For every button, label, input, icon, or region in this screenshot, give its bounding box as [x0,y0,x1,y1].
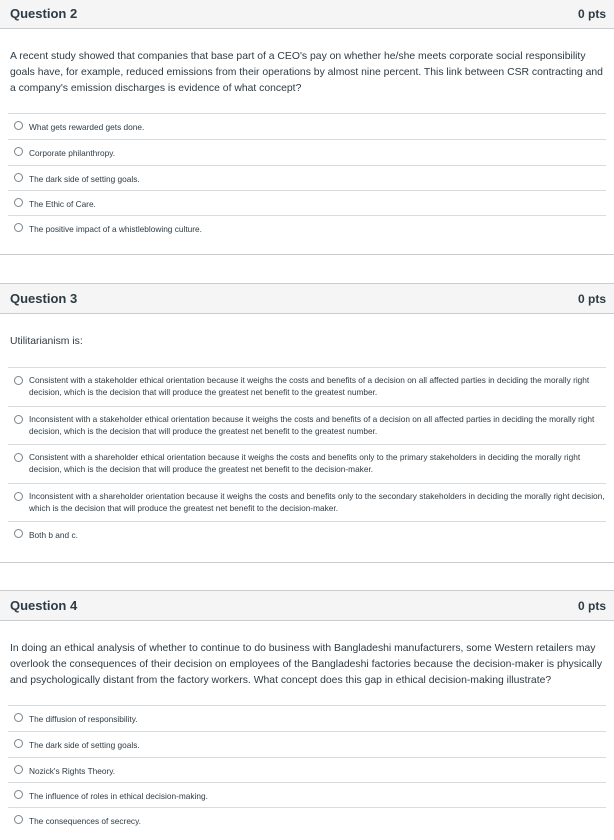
answer-option[interactable] [8,165,606,190]
radio-button[interactable] [14,173,23,182]
answer-label: The diffusion of responsibility. [29,714,138,724]
answer-option[interactable] [8,113,606,139]
answer-label: The positive impact of a whistleblowing culture. [29,224,202,234]
question-text: A recent study showed that companies that base part of a CEO's pay on whether he/she meets corporate social responsibility goals have, for example, reduced emissions from their operations by almost nine percent. This link between CSR contracting and a company's emission discharges is evidence of what concept? [10,51,603,94]
question-header [0,591,614,621]
question-title: Question 4 [10,598,78,613]
radio-button[interactable] [14,223,23,232]
answer-label: Consistent with a shareholder ethical orientation because it weighs the costs and benefits only to the primary stakeholders in deciding the morally right decision, which is the decision that will produce the greatest net benefit to the decision-maker. [29,452,581,474]
answer-option[interactable] [8,705,606,731]
question-3 [0,283,614,563]
radio-button[interactable] [14,529,23,538]
question-points: 0 pts [577,6,606,21]
question-title: Question 2 [10,6,78,21]
radio-button[interactable] [14,713,23,722]
answer-label: Nozick's Rights Theory. [29,766,116,776]
radio-button[interactable] [14,765,23,774]
radio-button[interactable] [14,198,23,207]
answer-option[interactable] [8,782,606,807]
answer-option[interactable] [8,190,606,215]
radio-button[interactable] [14,415,23,424]
radio-button[interactable] [14,376,23,385]
answer-label: Both b and c. [29,530,78,540]
answer-option[interactable] [8,406,606,444]
answer-option[interactable] [8,139,606,165]
answer-option[interactable] [8,757,606,782]
answer-label: The consequences of secrecy. [29,816,141,826]
radio-button[interactable] [14,147,23,156]
question-points: 0 pts [577,598,606,613]
radio-button[interactable] [14,815,23,824]
answer-option[interactable] [8,483,606,521]
radio-button[interactable] [14,121,23,130]
question-text: Utilitarianism is: [10,336,83,347]
answer-label: Inconsistent with a shareholder orientation because it weighs the costs and benefits only to the secondary stakeholders in deciding the morally right decision, which is the decision that will produce the greatest net benefit to the decision-maker. [29,491,605,513]
question-title: Question 3 [10,291,78,306]
answer-label: Inconsistent with a stakeholder ethical orientation because it weighs the costs and benefits of a decision on all affected parties in deciding the morally right decision, which is the decision that will produce the greatest net benefit to the greatest number. [29,414,595,436]
question-header [0,284,614,314]
radio-button[interactable] [14,790,23,799]
answer-label: The Ethic of Care. [29,199,96,209]
radio-button[interactable] [14,492,23,501]
question-points: 0 pts [577,291,606,306]
answer-option[interactable] [8,367,606,406]
question-header [0,0,614,29]
question-2 [0,0,614,255]
answer-option[interactable] [8,731,606,757]
answer-label: What gets rewarded gets done. [29,122,145,132]
answer-list [8,113,606,241]
answer-option[interactable] [8,444,606,483]
answer-option[interactable] [8,215,606,241]
question-4 [0,590,614,840]
answer-label: The influence of roles in ethical decision-making. [29,791,208,801]
answer-option[interactable] [8,521,606,547]
answer-label: The dark side of setting goals. [29,740,140,750]
answer-list [8,367,606,547]
answer-list [8,705,606,833]
question-text: In doing an ethical analysis of whether to continue to do business with Bangladeshi manufacturers, some Western retailers may overlook the consequences of their decision on employees of the Bangladeshi factories because the decision-maker is physically and psychologically distant from the factory workers. What concept does this gap in ethical decision-making illustrate? [10,643,603,686]
radio-button[interactable] [14,739,23,748]
radio-button[interactable] [14,453,23,462]
answer-label: Consistent with a stakeholder ethical orientation because it weighs the costs and benefits of a decision on all affected parties in deciding the morally right decision, which is the decision that will produce the greatest net benefit to the greatest number. [29,375,590,397]
answer-option[interactable] [8,807,606,833]
answer-label: Corporate philanthropy. [29,148,116,158]
answer-label: The dark side of setting goals. [29,174,140,184]
